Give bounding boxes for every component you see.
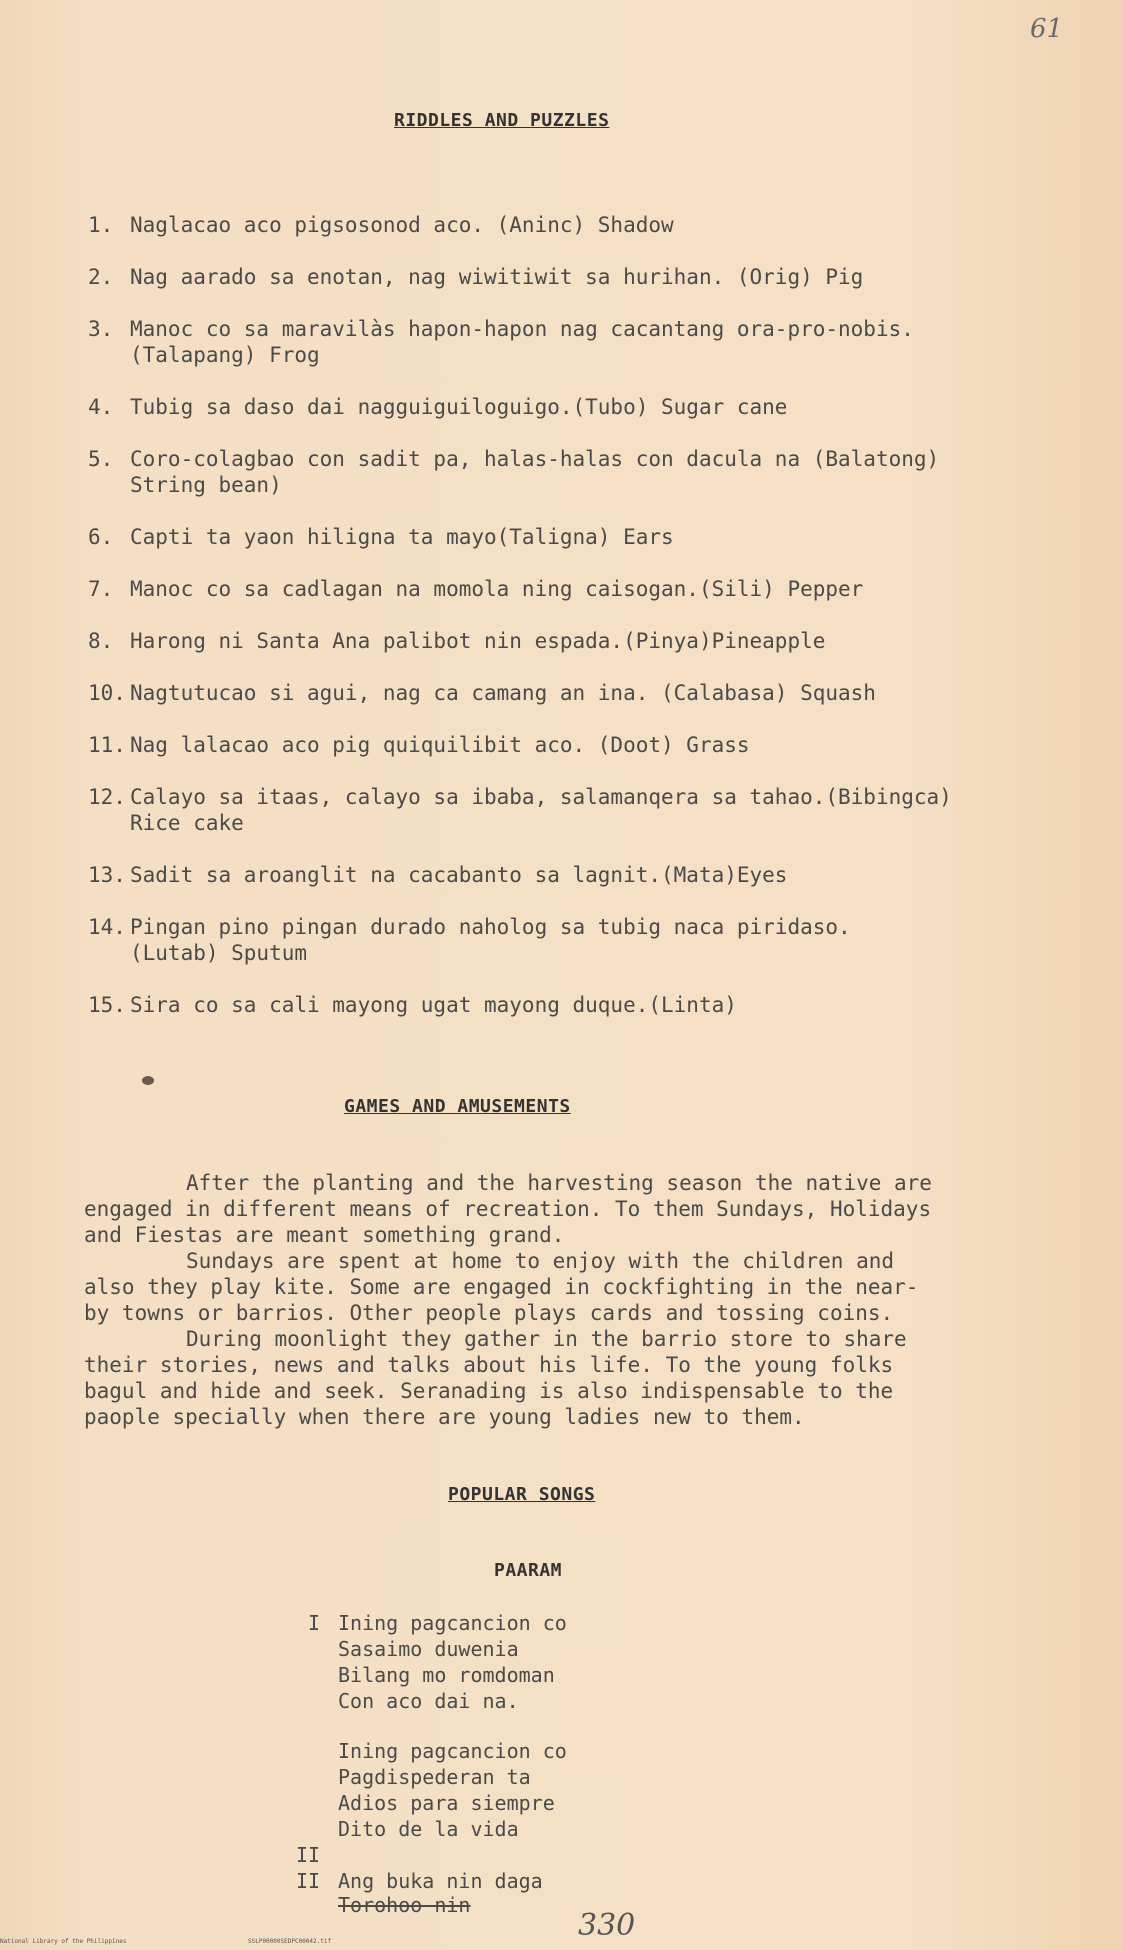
riddle-item [88,992,737,1018]
riddles-heading: RIDDLES AND PUZZLES [394,110,610,131]
riddle-number: 10. [88,681,126,705]
riddle-number: 1. [88,213,114,237]
riddle-item [88,524,674,550]
struck-song-line: Torohoo nin [338,1893,471,1917]
riddle-text: Tubig sa daso dai nagguiguiloguigo.(Tubo) Sugar cane [130,395,788,419]
riddle-text: Naglacao aco pigsosonod aco. (Aninc) Shadow [130,213,674,237]
paragraph-line: and Fiestas are meant something grand. [84,1223,565,1247]
song-line: Ining pagcancion co [338,1739,567,1763]
riddle-text: Manoc co sa maravilàs hapon-hapon nag cacantang ora-pro-nobis. [130,317,914,341]
song-line: Dito de la vida [338,1817,519,1841]
riddle-number: 12. [88,785,126,809]
footer-source: National Library of the Philippines [0,1938,127,1945]
riddle-item [88,732,750,758]
paragraph-line: also they play kite. Some are engaged in cockfighting in the near- [84,1275,919,1299]
paragraph-line: by towns or barrios. Other people plays cards and tossing coins. [84,1301,894,1325]
paragraph-line: Sundays are spent at home to enjoy with the children and [186,1249,895,1273]
riddle-number: 7. [88,577,114,601]
riddle-text: Sira co sa cali mayong ugat mayong duque.(Linta) [130,993,737,1017]
riddle-item [88,212,674,238]
song-line: Bilang mo romdoman [338,1663,555,1687]
riddle-number: 6. [88,525,114,549]
song-line: Ang buka nin daga [338,1869,543,1893]
riddle-number: 8. [88,629,114,653]
riddle-item [88,628,825,654]
verse-mark: II [296,1843,321,1867]
paragraph-line: paople specially when there are young ladies new to them. [84,1405,805,1429]
song-line: Con aco dai na. [338,1689,519,1713]
games-paragraph [84,1170,1104,1430]
footer-filename: SSLP00000SEDPC00042.tif [248,1938,332,1945]
riddle-number: 11. [88,733,126,757]
riddle-item [88,784,952,836]
riddle-text: Capti ta yaon hiligna ta mayo(Taligna) Ears [130,525,674,549]
riddle-continuation: (Lutab) Sputum [130,941,308,965]
riddle-text: Pingan pino pingan durado naholog sa tubig naca piridaso. [130,915,851,939]
riddle-item [88,316,914,368]
riddle-item [88,394,787,420]
riddle-text: Harong ni Santa Ana palibot nin espada.(Pinya)Pineapple [130,629,826,653]
riddle-text: Nag aarado sa enotan, nag wiwitiwit sa hurihan. (Orig) Pig [130,265,864,289]
riddle-item [88,914,851,966]
paragraph-line: bagul and hide and seek. Seranading is also indispensable to the [84,1379,894,1403]
song-line: Ining pagcancion co [338,1611,567,1635]
song-line: Pagdispederan ta [338,1765,531,1789]
riddle-text: Sadit sa aroanglit na cacabanto sa lagnit.(Mata)Eyes [130,863,788,887]
riddle-number: 13. [88,863,126,887]
riddle-number: 3. [88,317,114,341]
riddle-number: 15. [88,993,126,1017]
riddle-continuation: String bean) [130,473,282,497]
riddle-text: Manoc co sa cadlagan na momola ning caisogan.(Sili) Pepper [130,577,864,601]
riddle-continuation: (Talapang) Frog [130,343,320,367]
verse-mark: I [308,1611,321,1635]
song-title: PAARAM [494,1560,563,1581]
songs-heading: POPULAR SONGS [448,1484,596,1505]
riddle-text: Nag lalacao aco pig quiquilibit aco. (Doot) Grass [130,733,750,757]
riddle-item [88,862,787,888]
riddle-item [88,680,876,706]
riddle-item [88,264,863,290]
riddle-item [88,446,939,498]
riddle-continuation: Rice cake [130,811,244,835]
bottom-page-number: 330 [578,1908,636,1943]
song-line: Adios para siempre [338,1791,555,1815]
riddle-number: 14. [88,915,126,939]
handwritten-page-mark: 61 [1030,14,1064,44]
riddle-number: 5. [88,447,114,471]
riddle-text: Nagtutucao si agui, nag ca camang an ina. (Calabasa) Squash [130,681,876,705]
paragraph-line: During moonlight they gather in the barrio store to share [186,1327,907,1351]
games-heading: GAMES AND AMUSEMENTS [344,1096,571,1117]
riddle-number: 2. [88,265,114,289]
riddle-item [88,576,863,602]
ink-blot [142,1076,154,1085]
song-line: Sasaimo duwenia [338,1637,519,1661]
paragraph-line: After the planting and the harvesting season the native are [186,1171,932,1195]
riddle-number: 4. [88,395,114,419]
paragraph-line: their stories, news and talks about his life. To the young folks [84,1353,894,1377]
verse-mark: II [296,1869,321,1893]
paragraph-line: engaged in different means of recreation. To them Sundays, Holidays [84,1197,932,1221]
riddle-text: Coro-colagbao con sadit pa, halas-halas con dacula na (Balatong) [130,447,940,471]
riddle-text: Calayo sa itaas, calayo sa ibaba, salamanqera sa tahao.(Bibingca) [130,785,952,809]
